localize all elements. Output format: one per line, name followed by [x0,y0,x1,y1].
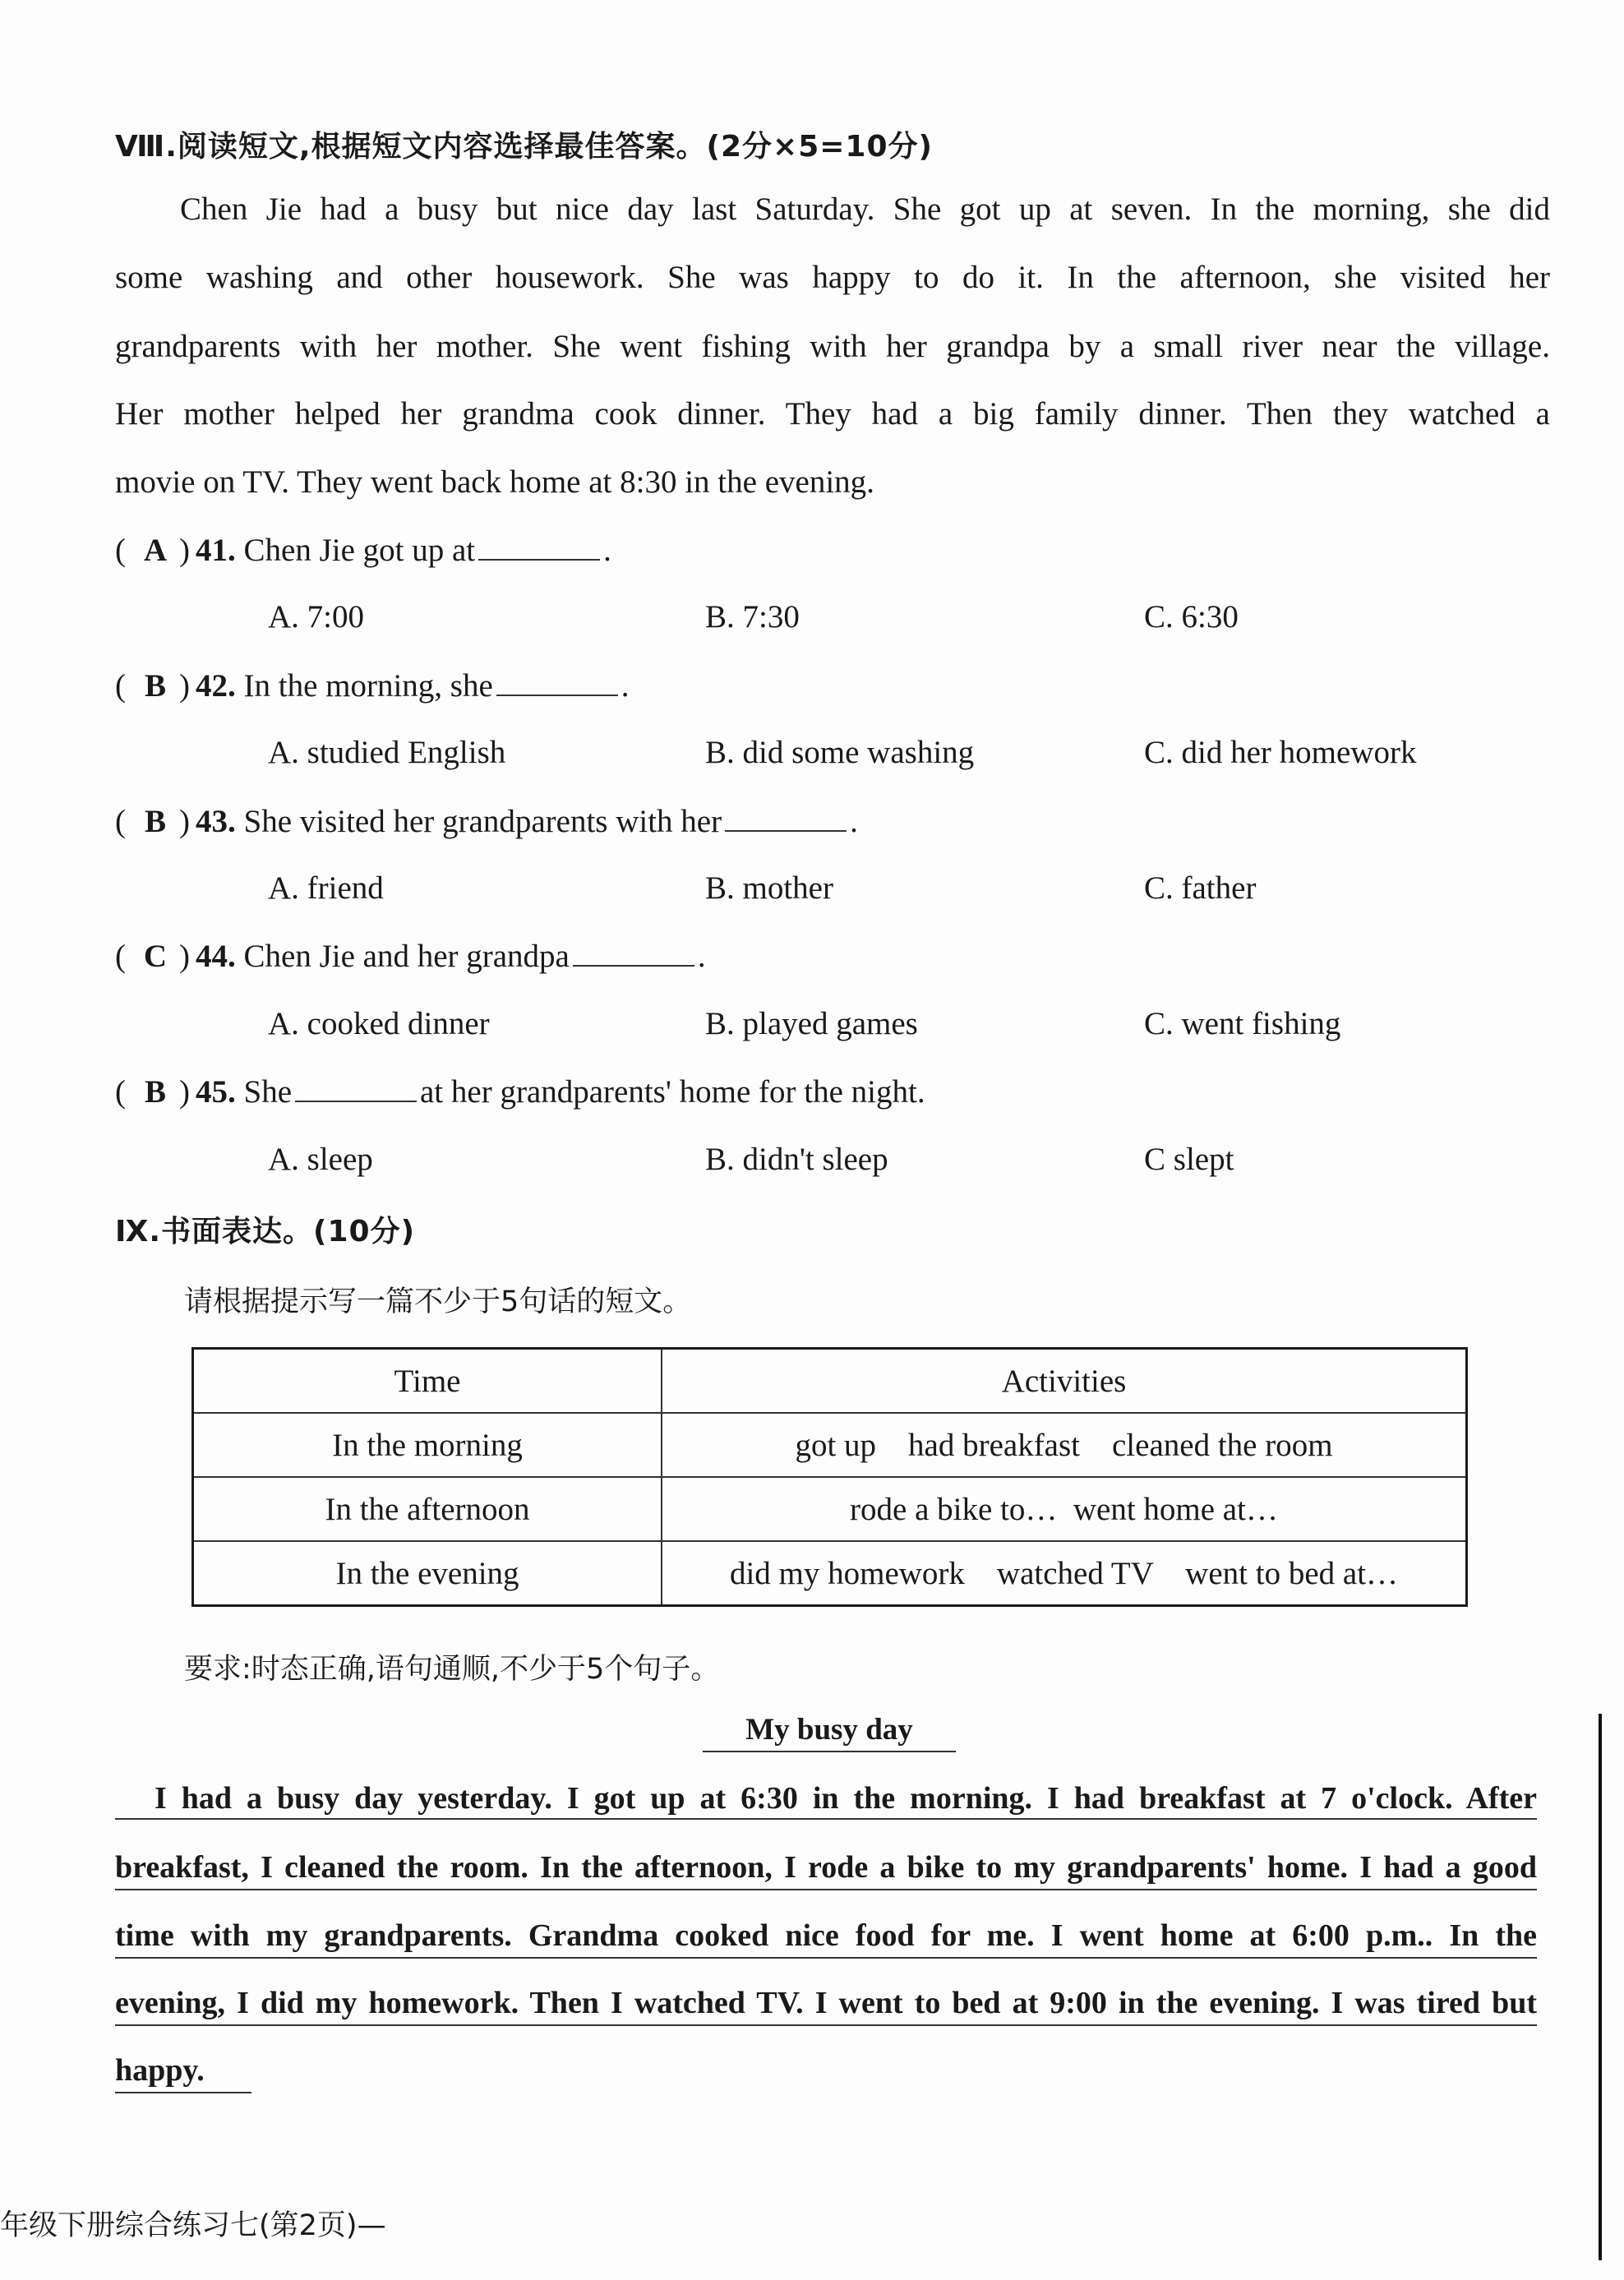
option-c: C. went fishing [1144,1006,1341,1041]
page-edge-line [1599,1714,1602,2260]
question-stem: Chen Jie and her grandpa [243,939,570,974]
question-number: 44. [196,939,236,974]
activities-table [191,1347,1468,1607]
page-footer: 年级下册综合练习七(第2页)— [0,2209,386,2242]
answer-choice[interactable]: B [144,804,166,839]
option-b: B. did some washing [705,735,975,770]
passage-line: grandparents with her mother. She went fishing with her grandpa by a small river near the village. [115,329,1550,364]
question-stem-end: . [697,939,706,974]
section-8-title: Ⅷ.阅读短文,根据短文内容选择最佳答案。(2分×5=10分) [115,130,933,164]
passage-line: Chen Jie had a busy but nice day last Saturday. She got up at seven. In the morning, she did [180,192,1550,227]
option-c: C slept [1144,1142,1234,1177]
passage-line: some washing and other housework. She was happy to do it. In the afternoon, she visited her [115,260,1550,295]
table-header-time: Time [193,1349,662,1414]
question-43 [115,802,858,842]
question-stem: She [243,1074,292,1110]
question-stem-end: . [621,668,630,704]
open-paren: ( [115,1074,126,1110]
table-cell-activities: did my homework watched TV went to bed at… [662,1541,1467,1606]
close-paren: ) [179,804,190,839]
answer-choice[interactable]: B [144,668,166,704]
answer-blank [295,1073,417,1102]
question-41 [115,531,611,570]
option-b: B. mother [705,870,833,906]
answer-blank [478,531,600,561]
essay-title: My busy day [703,1710,956,1752]
option-a: A. friend [268,870,384,906]
question-42 [115,667,630,706]
answer-choice[interactable]: C [143,939,168,974]
table-row [193,1477,1467,1541]
option-c: C. father [1144,870,1257,906]
close-paren: ) [179,533,190,568]
table-cell-activities: rode a bike to… went home at… [662,1477,1467,1541]
writing-requirement: 要求:时态正确,语句通顺,不少于5个句子。 [184,1653,720,1686]
question-45 [115,1073,925,1112]
close-paren: ) [179,939,190,974]
table-row [193,1541,1467,1606]
answer-choice[interactable]: B [144,1074,166,1110]
question-stem: She visited her grandparents with her [243,804,722,839]
table-cell-time: In the afternoon [193,1477,662,1541]
option-a: A. cooked dinner [268,1006,490,1041]
option-a: A. sleep [268,1142,373,1177]
close-paren: ) [179,668,190,704]
question-stem: Chen Jie got up at [243,533,476,568]
question-number: 45. [196,1074,236,1110]
section-9-title: Ⅸ.书面表达。(10分) [115,1215,416,1248]
open-paren: ( [115,804,126,839]
option-a: A. studied English [268,735,506,770]
close-paren: ) [179,1074,190,1110]
table-cell-time: In the evening [193,1541,662,1606]
table-cell-time: In the morning [193,1413,662,1477]
option-a: A. 7:00 [268,599,364,635]
table-row [193,1413,1467,1477]
question-stem: In the morning, she [243,668,493,704]
question-number: 41. [196,533,236,568]
essay-line: evening, I did my homework. Then I watched TV. I went to bed at 9:00 in the evening. I was tired but [115,1982,1537,2026]
question-number: 42. [196,668,236,704]
table-header-activities: Activities [662,1349,1467,1414]
essay-line: time with my grandparents. Grandma cooked nice food for me. I went home at 6:00 p.m.. In the [115,1914,1537,1959]
open-paren: ( [115,668,126,704]
passage-line: Her mother helped her grandma cook dinner. They had a big family dinner. Then they watched a [115,396,1550,432]
question-44 [115,937,706,976]
question-stem-end: . [850,804,858,839]
option-c: C. 6:30 [1144,599,1239,635]
question-stem-end: at her grandparents' home for the night. [420,1074,925,1110]
essay-line: happy. [115,2049,251,2093]
open-paren: ( [115,533,126,568]
answer-blank [573,937,694,967]
table-cell-activities: got up had breakfast cleaned the room [662,1413,1467,1477]
option-b: B. didn't sleep [705,1142,888,1177]
writing-instruction: 请根据提示写一篇不少于5句话的短文。 [184,1285,692,1318]
open-paren: ( [115,939,126,974]
essay-line: breakfast, I cleaned the room. In the afternoon, I rode a bike to my grandparents' home. I had a good [115,1846,1537,1890]
answer-choice[interactable]: A [143,533,168,568]
option-c: C. did her homework [1144,735,1417,770]
table-header-row [193,1349,1467,1414]
option-b: B. played games [705,1006,918,1041]
question-stem-end: . [603,533,611,568]
answer-blank [725,802,847,832]
question-number: 43. [196,804,236,839]
option-b: B. 7:30 [705,599,800,635]
answer-blank [496,667,618,696]
passage-line: movie on TV. They went back home at 8:30 in the evening. [115,464,874,500]
essay-line: I had a busy day yesterday. I got up at 6:30 in the morning. I had breakfast at 7 o'clock. After [115,1777,1537,1820]
